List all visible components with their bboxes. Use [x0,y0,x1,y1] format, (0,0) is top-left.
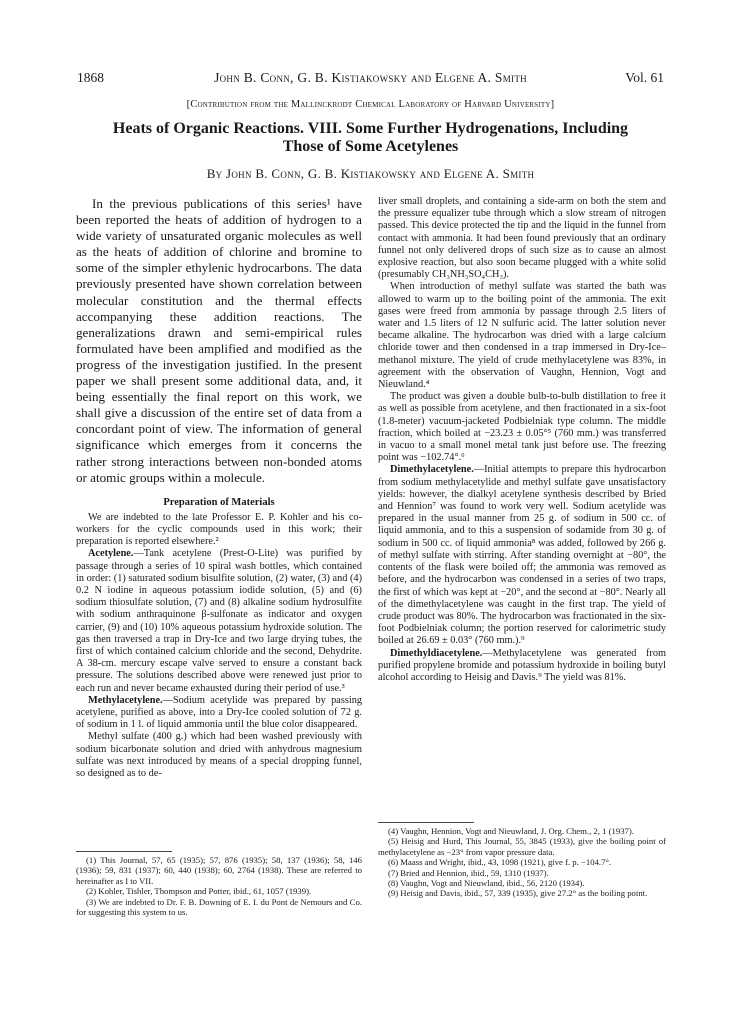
footnote: (2) Kohler, Tishler, Thompson and Potter, ibid., 61, 1057 (1939). [86,886,312,897]
footnotes-left [76,851,362,917]
footnote: (4) Vaughn, Hennion, Vogt and Nieuwland, J. Org. Chem., 2, 1 (1937). [388,826,634,836]
dimethyldiacetylene-body: —Methylacetylene was generated from purified propylene bromide and potassium hydroxide in boiling butyl alcohol according to Heisig and Davis.⁹ The yield was 81%. [378,647,666,683]
title-line-2: Those of Some Acetylenes [282,138,459,155]
left-column [76,196,362,780]
materials-paragraph: We are indebted to the late Professor E. P. Kohler and his co-workers for the cyclic compounds used in this work; their preparation is reported elsewhere.² [76,511,362,548]
footnote: (6) Maass and Wright, ibid., 43, 1098 (1921), give f. p. −104.7°. [388,857,612,868]
byline: By John B. Conn, G. B. Kistiakowsky and Elgene A. Smith [206,166,535,181]
dropping-funnel-paragraph: liver small droplets, and containing a side-arm on both the stem and the pressure equalizer tube through which a slow stream of nitrogen passed. This device protected the tip and the liquid in the funnel from contact with ammonia. It had been found previously that an ordinary funnel not only delivered drops of such size as to cause an almost explosive reaction, but also soon became plugged with a white solid (presumably CH₃NH₃SO₄CH₃). [378,196,666,281]
article-title [40,120,701,156]
dimethyldiacetylene-run-in-head: Dimethyldiacetylene. [390,647,483,659]
section-heading: Preparation of Materials [163,496,275,508]
intro-paragraph: In the previous publications of this series¹ have been reported the heats of addition of hydrogen to a wide variety of unsaturated organic molecules as well as the heats of addition of chlorine and bromine to some of the simpler ethylenic hydrocarbons. The data previously presented have shown correlation between molecular constitution and the thermal effects accompanying these addition reactions. The generalizations drawn and semi-empirical rules formulated have been amplified and modified as the progress of the investigation justified. In the present paper we shall present some additional data, and, it being essentially the final report on this work, we shall give a discussion of the entire set of data from a concordant point of view. The information of general significance which emerges from it concerns the rather strong interactions between non-bonded atoms or atomic groups within a molecule. [76,196,362,485]
footnote-rule [378,822,474,823]
footnotes-right [378,822,666,899]
methylacetylene-run-in-head: Methylacetylene. [88,694,163,706]
methyl-sulfate-paragraph: Methyl sulfate (400 g.) which had been washed previously with sodium bicarbonate solution and dried with anhydrous magnesium sulfate was next introduced by means of a special dropping funnel, so designed as to de- [76,731,362,779]
contribution-line: [Contribution from the Mallinckrodt Chemical Laboratory of Harvard University] [186,99,555,110]
methylacetylene-body: —Sodium acetylide was prepared by passing acetylene, purified as above, into a Dry-Ice cooled solution of 72 g. of sodium in 1 l. of liquid ammonia until the blue color disappeared. [76,694,362,731]
volume-number: Vol. 61 [625,70,664,85]
acetylene-run-in-head: Acetylene. [88,548,134,560]
footnote: (5) Heisig and Hurd, This Journal, 55, 3845 (1933), give the boiling point of methylacetylene as −23° from vapor pressure data. [378,836,666,857]
acetylene-body: —Tank acetylene (Prest-O-Lite) was purified by passage through a series of 10 spiral wash bottles, which contained in order: (1) saturated sodium bisulfite solution, (2) water, (3) and (4) 0.2 N iodine in aqueous potassium iodide solution, (5) and (6) sodium thiosulfate solution, (7) and (8) alkaline sodium hydrosulfite with sodium anthraquinone β-sulfonate as indicator and oxygen carrier, (9) and (10) 10% aqueous potassium hydroxide solution. The gas then traversed a trap in Dry-Ice and two large drying tubes, the first of which contained calcium chloride and the second, Dehydrite. A 38-cm. mercury escape valve served to ensure a constant back pressure. The solutions described above were renewed just prior to each run and never became exhausted during their period of use.³ [76,548,362,694]
running-head-authors: John B. Conn, G. B. Kistiakowsky and Elgene A. Smith [214,70,527,85]
dimethylacetylene-paragraph [378,464,666,647]
page-number: 1868 [77,70,104,85]
footnote: (7) Bried and Hennion, ibid., 59, 1310 (1937). [388,867,549,878]
dimethylacetylene-run-in-head: Dimethylacetylene. [390,464,474,476]
methyl-sulfate-introduction-paragraph: When introduction of methyl sulfate was started the bath was allowed to warm up to the boiling point of the ammonia. The exit gases were freed from ammonia by passage through 2.5 liters of water and 1.5 liters of 12 N sulfuric acid. The latter solution never became alkaline. The hydrocarbon was dried with a large calcium chloride tower and then condensed in a trap immersed in Dry-Ice–methanol mixture. The yield of crude methylacetylene was 83%, in agreement with the observation of Vaughn, Hennion, Vogt and Nieuwland.⁴ [378,281,666,391]
acetylene-paragraph [76,548,362,694]
title-line-1: Heats of Organic Reactions. VIII. Some Further Hydrogenations, Including [112,120,629,137]
methylacetylene-paragraph [76,695,362,732]
footnote: (3) We are indebted to Dr. F. B. Downing of E. I. du Pont de Nemours and Co. for suggesting this system to us. [76,896,362,918]
footnote: (1) This Journal, 57, 65 (1935); 57, 876 (1935); 58, 137 (1936); 58, 146 (1936); 59, 831 (1937); 60, 440 (1938); 60, 2764 (1938). These are referred to hereinafter as I to VII. [76,855,362,886]
footnote-rule [76,851,172,852]
running-head [77,70,664,88]
footnote: (9) Heisig and Davis, ibid., 57, 339 (1935), give 27.2° as the boiling point. [388,888,648,899]
dimethyldiacetylene-paragraph [378,648,666,685]
footnote: (8) Vaughn, Vogt and Nieuwland, ibid., 56, 2120 (1934). [388,878,585,889]
dimethylacetylene-body: —Initial attempts to prepare this hydrocarbon from sodium methylacetylide and methyl sulfate gave unsatisfactory yields: however, the dialkyl acetylene synthesis described by Bried and Hennion⁷ was found to work very well. Sodium acetylide was prepared in the usual manner from 25 g. of sodium in 500 cc. of liquid ammonia, and to this a suspension of sodamide from 30 g. of sodium in 500 cc. of liquid ammonia⁸ was added, followed by 266 g. of methyl sulfate with stirring. After standing overnight at −80°, the contents of the flask were boiled off; the ammonia was removed as before, and the hydrocarbon was condensed in a series of two traps, the first of which was kept at −20°, and the second at −80°. Nearly all of the dimethylacetylene was caught in the first trap. The yield of crude product was 80%. The hydrocarbon was fractionated in the six-foot Podbielniak column; the portion reserved for calorimetric study boiled at 26.69 ± 0.03° (760 mm.).⁹ [378,464,666,647]
distillation-paragraph: The product was given a double bulb-to-bulb distillation to free it as well as possible from acetylene, and then fractionated in a six-foot (1.8-meter) vacuum-jacketed Podbielniak type column. The middle fraction, which boiled at −23.23 ± 0.05°⁵ (760 mm.) was transferred in vacuo to a small monel metal tank just before use. The freezing point was −102.74°.⁶ [378,391,666,464]
right-column [378,196,666,684]
